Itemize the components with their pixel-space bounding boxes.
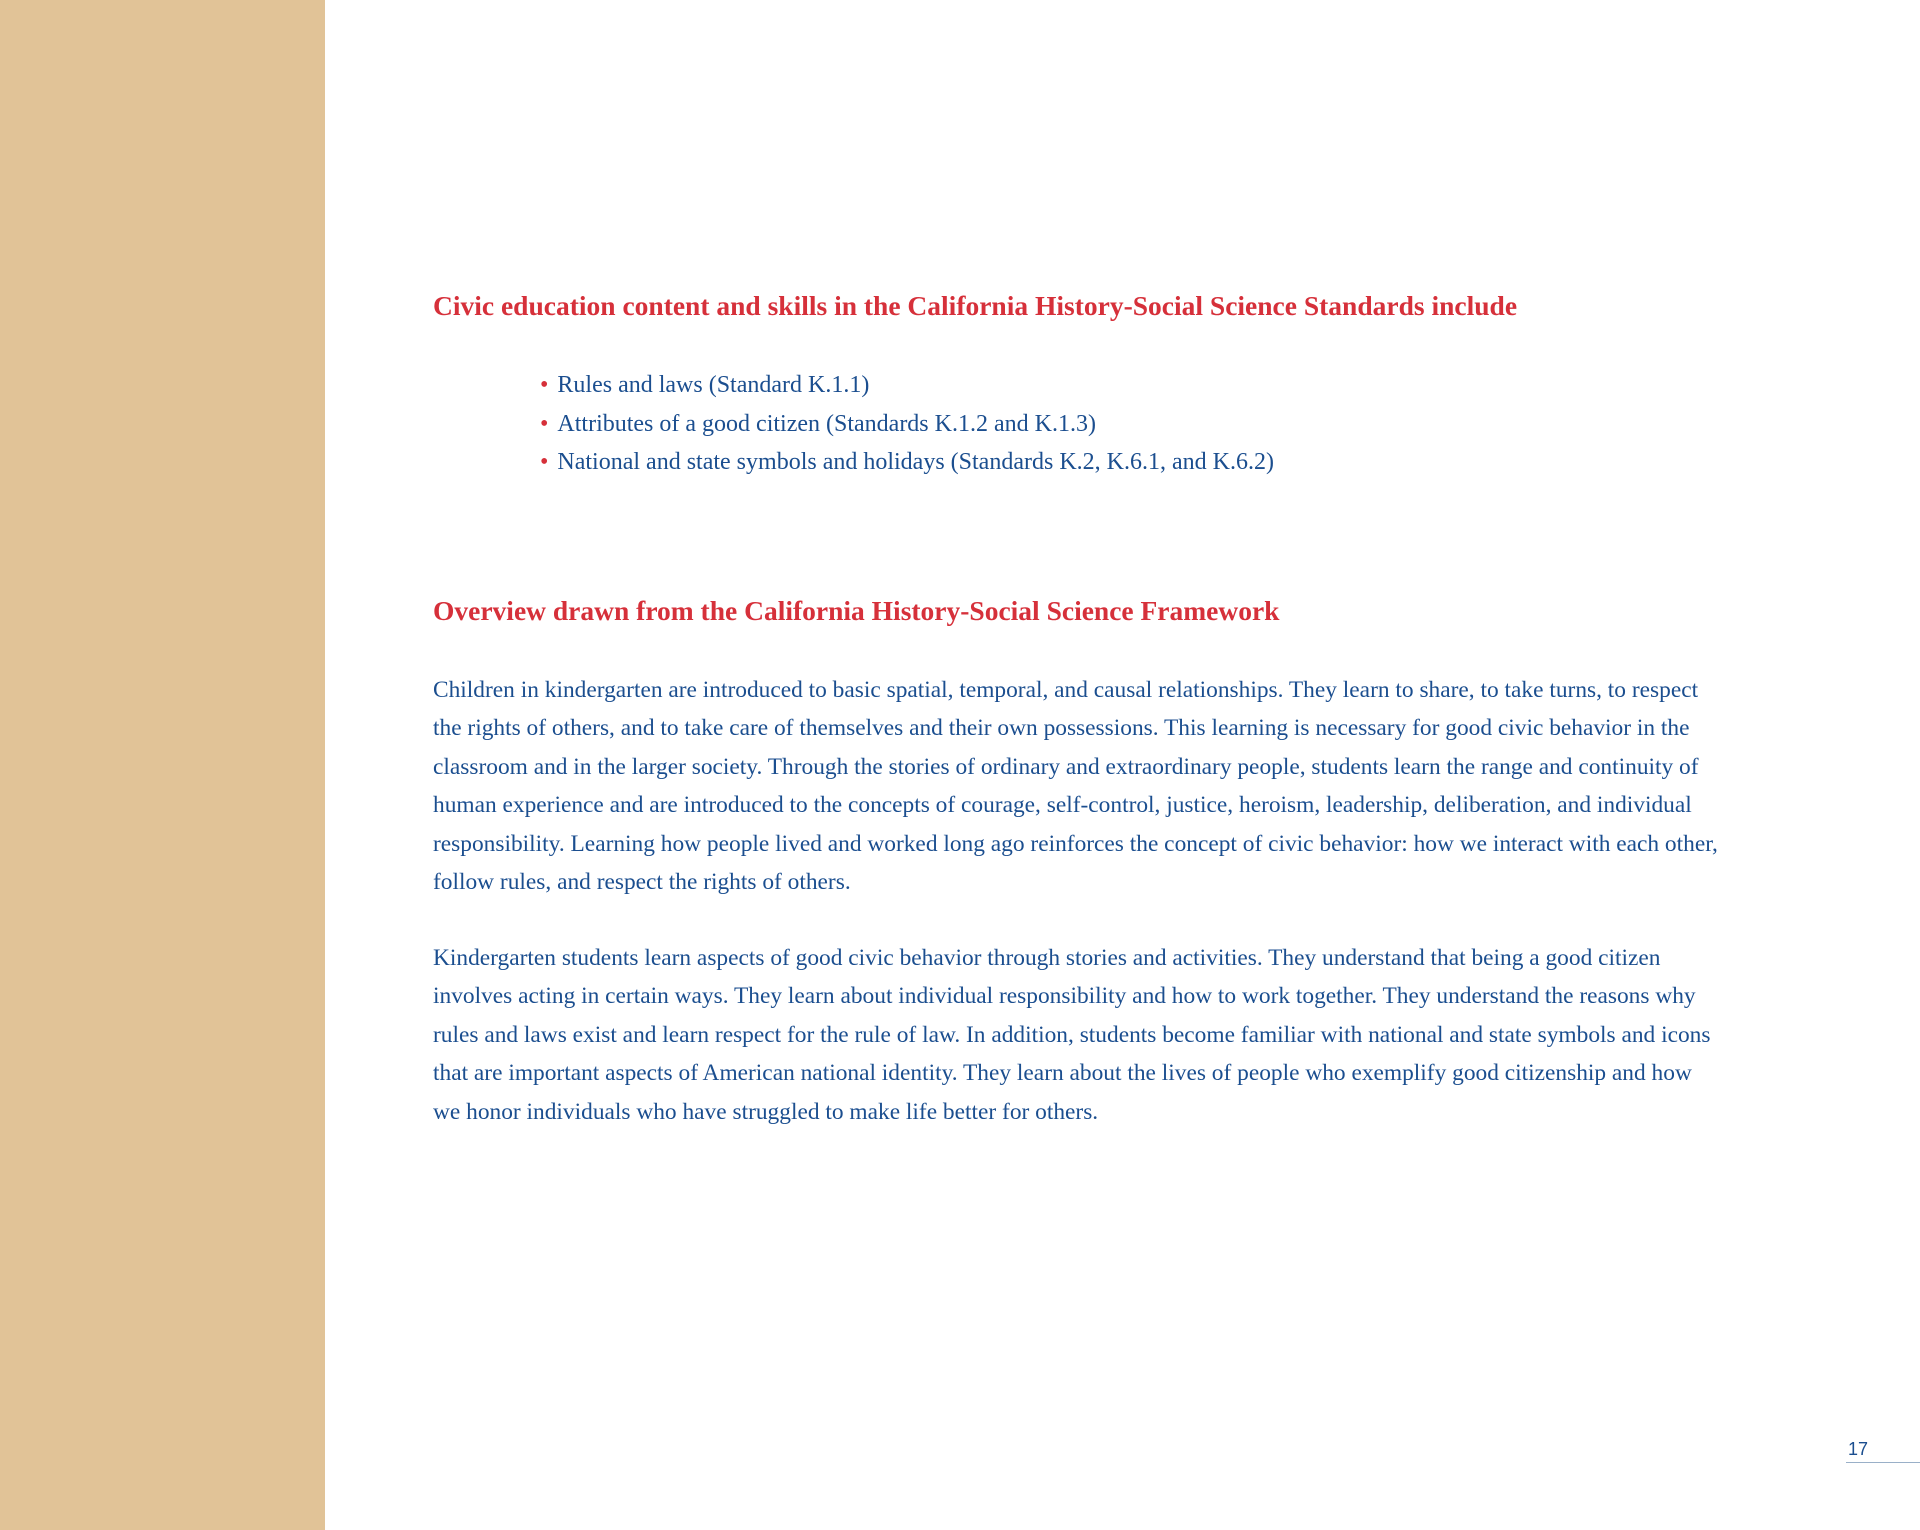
overview-paragraph: Children in kindergarten are introduced to basic spatial, temporal, and causal relationships. They learn to share, to take turns, to respect the rights of others, and to take care of themselves and their own possessions. This learning is necessary for good civic behavior in the classroom and in the larger society. Through the stories of ordinary and extraordinary people, students learn the range and continuity of human experience and are introduced to the concepts of courage, self-control, justice, heroism, leadership, deliberation, and individual responsibility. Learning how people lived and worked long ago reinforces the concept of civic behavior: how we interact with each other, follow rules, and respect the rights of others. [433, 677, 1718, 896]
list-item [540, 443, 1274, 482]
bullet-icon: • [540, 449, 549, 475]
list-item [540, 366, 1274, 405]
list-item-text: National and state symbols and holidays (Standards K.2, K.6.1, and K.6.2) [557, 449, 1274, 475]
standards-heading: Civic education content and skills in the California History-Social Science Standards include [433, 290, 1518, 321]
side-color-band [0, 0, 325, 1530]
bullet-icon: • [540, 372, 549, 398]
list-item-text: Attributes of a good citizen (Standards K.1.2 and K.1.3) [557, 410, 1096, 437]
list-item-text: Rules and laws (Standard K.1.1) [557, 372, 870, 398]
bullet-icon: • [540, 410, 549, 437]
standards-list [540, 366, 1274, 482]
overview-paragraph: Kindergarten students learn aspects of good civic behavior through stories and activities. They understand that being a good citizen involves acting in certain ways. They learn about individual responsibility and how to work together. They understand the reasons why rules and laws exist and learn respect for the rule of law. In addition, students become familiar with national and state symbols and icons that are important aspects of American national identity. They learn about the lives of people who exemplify good citizenship and how we honor individuals who have struggled to make life better for others. [433, 945, 1711, 1125]
page-number-rule [1846, 1462, 1920, 1463]
list-item [540, 405, 1274, 444]
overview-heading: Overview drawn from the California History-Social Science Framework [433, 595, 1280, 626]
page-number: 17 [1848, 1439, 1869, 1459]
